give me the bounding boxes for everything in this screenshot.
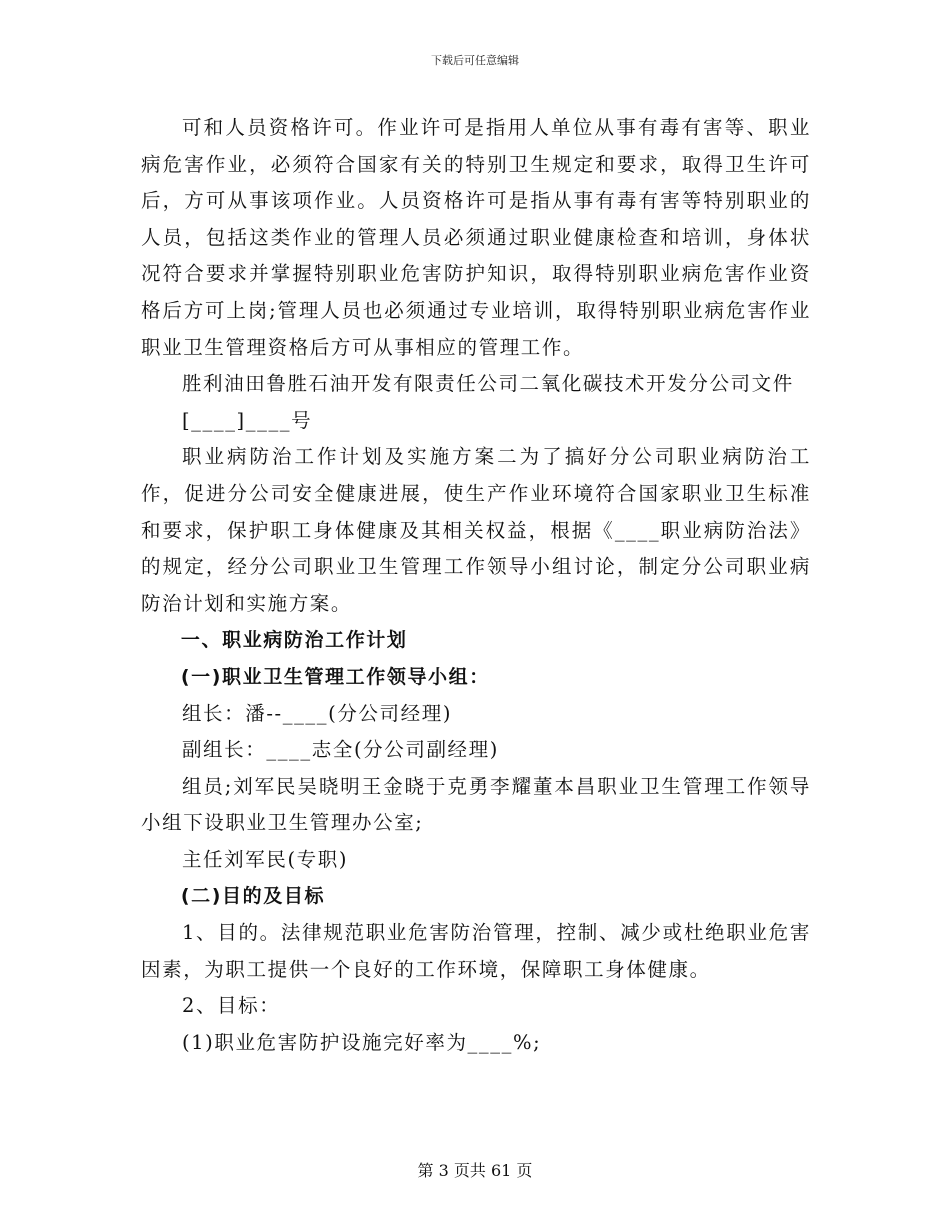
header-note: 下载后可任意编辑	[431, 54, 519, 67]
subsection-heading-goals: (二)目的及目标	[180, 885, 326, 908]
paragraph-group-members: 组员;刘军民吴晓明王金晓于克勇李耀董本昌职业卫生管理工作领导小组下设职业卫生管理办公室;	[141, 774, 811, 835]
paragraph-target-1: (1)职业危害防护设施完好率为____%;	[181, 1030, 542, 1054]
document-body	[141, 110, 811, 1061]
paragraph-group-leader: 组长：潘--____(分公司经理)	[181, 701, 453, 725]
paragraph-purpose: 1、目的。法律规范职业危害防治管理，控制、减少或杜绝职业危害因素，为职工提供一个良好的工作环境，保障职工身体健康。	[141, 921, 811, 981]
paragraph-permit-definition: 可和人员资格许可。作业许可是指用人单位从事有毒有害等、职业病危害作业，必须符合国家有关的特别卫生规定和要求，取得卫生许可后，方可从事该项作业。人员资格许可是指从事有毒有害等特别职业的人员，包括这类作业的管理人员必须通过职业健康检查和培训，身体状况符合要求并掌握特别职业危害防护知识，取得特别职业病危害作业资格后方可上岗;管理人员也必须通过专业培训，取得特别职业病危害作业职业卫生管理资格后方可从事相应的管理工作。	[141, 116, 811, 359]
paragraph-targets-label: 2、目标：	[181, 994, 281, 1018]
subsection-heading-leadership-group: (一)职业卫生管理工作领导小组：	[180, 665, 490, 688]
paragraph-company-document: 胜利油田鲁胜石油开发有限责任公司二氧化碳技术开发分公司文件	[181, 372, 794, 396]
paragraph-office-director: 主任刘军民(专职)	[181, 847, 349, 871]
paragraph-plan-intro: 职业病防治工作计划及实施方案二为了搞好分公司职业病防治工作，促进分公司安全健康进展，使生产作业环境符合国家职业卫生标准和要求，保护职工身体健康及其相关权益，根据《____职业病防治法》的规定，经分公司职业卫生管理工作领导小组讨论，制定分公司职业病防治计划和实施方案。	[141, 445, 811, 615]
paragraph-deputy-leader: 副组长：____志全(分公司副经理)	[181, 738, 499, 762]
section-heading-plan: 一、职业病防治工作计划	[180, 629, 408, 652]
page-footer: 第 3 页共 61 页	[417, 1161, 533, 1180]
paragraph-document-number: [____]____号	[181, 408, 313, 432]
